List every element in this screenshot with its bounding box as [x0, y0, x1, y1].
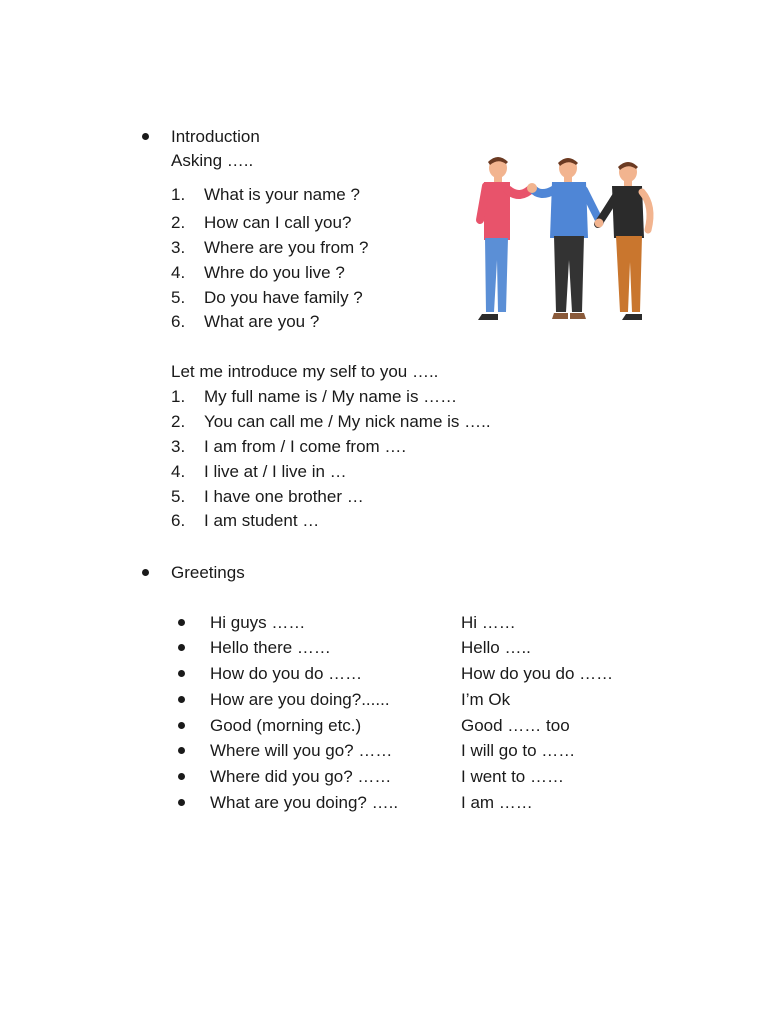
greeting-response: Hi ……	[461, 613, 516, 632]
answer-item: I am student …	[204, 511, 320, 530]
question-number: 4.	[171, 263, 186, 282]
question-number: 1.	[171, 185, 186, 204]
introduction-heading: Introduction	[171, 127, 260, 146]
answer-item: I am from / I come from ….	[204, 437, 407, 456]
bullet-greeting	[178, 670, 185, 677]
answer-item: My full name is / My name is ……	[204, 387, 458, 406]
self-intro-label: Let me introduce my self to you …..	[171, 362, 439, 381]
question-number: 3.	[171, 238, 186, 257]
answer-number: 5.	[171, 487, 186, 506]
greeting-response: I went to ……	[461, 767, 564, 786]
greeting-response: I’m Ok	[461, 690, 511, 709]
question-item: How can I call you?	[204, 213, 352, 232]
question-number: 5.	[171, 288, 186, 307]
question-item: What is your name ?	[204, 185, 360, 204]
question-item: What are you ?	[204, 312, 320, 331]
bullet-introduction	[142, 133, 149, 140]
bullet-greeting	[178, 799, 185, 806]
greeting-phrase: Good (morning etc.)	[210, 716, 362, 735]
question-item: Whre do you live ?	[204, 263, 345, 282]
greetings-heading: Greetings	[171, 563, 245, 582]
right-man-figure	[598, 162, 650, 320]
question-item: Where are you from ?	[204, 238, 369, 257]
answer-number: 2.	[171, 412, 186, 431]
bullet-greeting	[178, 619, 185, 626]
answer-item: You can call me / My nick name is …..	[204, 412, 491, 431]
answer-item: I live at / I live in …	[204, 462, 347, 481]
bullet-greeting	[178, 644, 185, 651]
greeting-phrase: Hi guys ……	[210, 613, 306, 632]
greeting-response: I am ……	[461, 793, 533, 812]
bullet-greeting	[178, 747, 185, 754]
bullet-greeting	[178, 722, 185, 729]
greeting-phrase: Where will you go? ……	[210, 741, 393, 760]
greeting-phrase: Where did you go? ……	[210, 767, 392, 786]
greeting-response: Hello …..	[461, 638, 531, 657]
answer-number: 6.	[171, 511, 186, 530]
bullet-greetings	[142, 569, 149, 576]
greeting-phrase: How are you doing?......	[210, 690, 390, 709]
greeting-response: How do you do ……	[461, 664, 614, 683]
question-number: 6.	[171, 312, 186, 331]
bullet-greeting	[178, 696, 185, 703]
bullet-greeting	[178, 773, 185, 780]
asking-label: Asking …..	[171, 151, 254, 170]
answer-item: I have one brother …	[204, 487, 364, 506]
middle-man-figure	[532, 158, 600, 319]
greeting-phrase: What are you doing? …..	[210, 793, 399, 812]
question-item: Do you have family ?	[204, 288, 363, 307]
three-men-greeting-illustration	[470, 150, 670, 330]
question-number: 2.	[171, 213, 186, 232]
answer-number: 1.	[171, 387, 186, 406]
greeting-phrase: How do you do ……	[210, 664, 363, 683]
answer-number: 3.	[171, 437, 186, 456]
greeting-response: I will go to ……	[461, 741, 576, 760]
greeting-response: Good …… too	[461, 716, 570, 735]
left-man-figure	[478, 157, 532, 320]
greeting-phrase: Hello there ……	[210, 638, 331, 657]
answer-number: 4.	[171, 462, 186, 481]
